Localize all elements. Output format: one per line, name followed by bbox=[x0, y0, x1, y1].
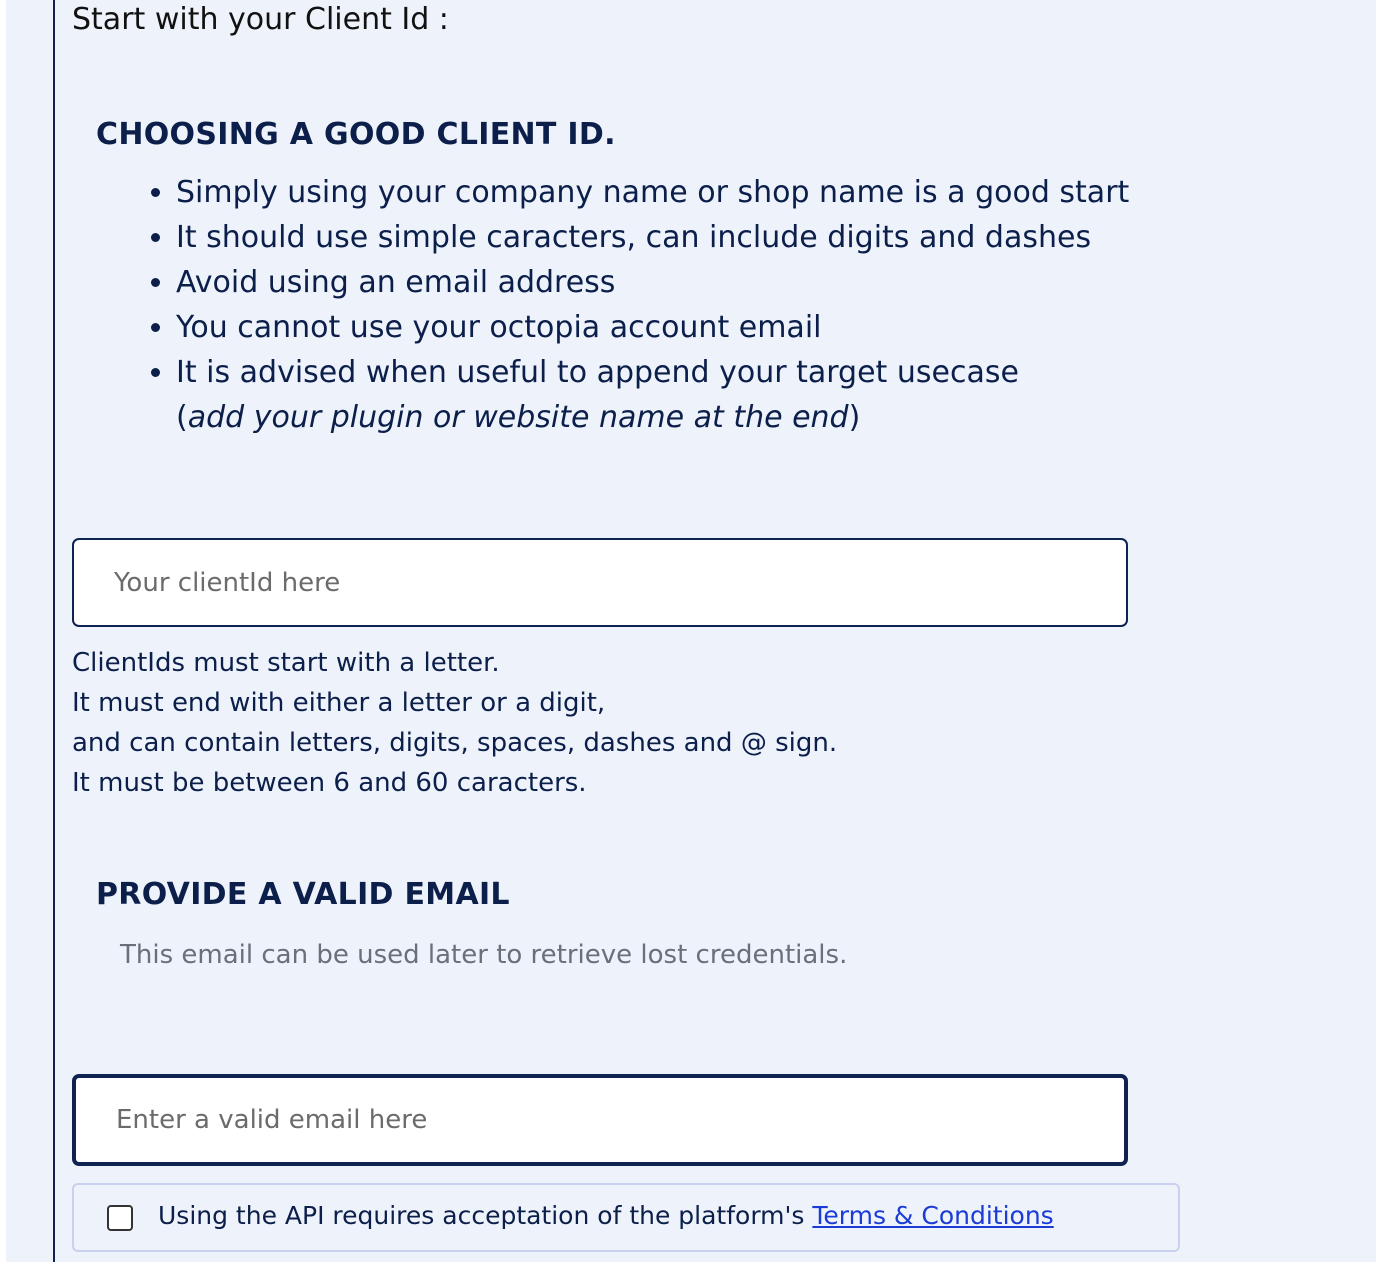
email-input[interactable] bbox=[72, 1074, 1128, 1166]
rule-line: and can contain letters, digits, spaces, dashes and @ sign. bbox=[72, 728, 838, 758]
tip-item: • Avoid using an email address bbox=[176, 260, 1129, 305]
terms-checkbox[interactable] bbox=[107, 1205, 133, 1231]
terms-text: Using the API requires acceptation of the platform's bbox=[158, 1201, 813, 1230]
tip-item: • You cannot use your octopia account email bbox=[176, 305, 1129, 350]
tip-item: • It should use simple caracters, can include digits and dashes bbox=[176, 215, 1129, 260]
tip-item: • Simply using your company name or shop name is a good start bbox=[176, 170, 1129, 215]
rule-line: It must be between 6 and 60 caracters. bbox=[72, 768, 587, 798]
tip-item-text: It is advised when useful to append your target usecase bbox=[176, 355, 1019, 390]
intro-text: Start with your Client Id : bbox=[72, 2, 449, 37]
tip-note: add your plugin or website name at the end bbox=[187, 400, 849, 435]
client-id-section-title: CHOOSING A GOOD CLIENT ID. bbox=[96, 117, 616, 152]
rule-line: ClientIds must start with a letter. bbox=[72, 648, 500, 678]
tip-item bbox=[176, 350, 1129, 440]
terms-acceptance bbox=[72, 1183, 1180, 1252]
left-border bbox=[53, 0, 55, 1262]
tip-note-close: ) bbox=[848, 400, 861, 435]
client-id-rules bbox=[72, 643, 837, 803]
terms-label bbox=[158, 1201, 1054, 1230]
tip-note-open: ( bbox=[176, 400, 188, 435]
client-id-tips-list bbox=[146, 170, 1129, 440]
terms-link[interactable]: Terms & Conditions bbox=[812, 1201, 1054, 1230]
left-gutter bbox=[0, 0, 6, 1262]
email-section-title: PROVIDE A VALID EMAIL bbox=[96, 877, 510, 912]
rule-line: It must end with either a letter or a digit, bbox=[72, 688, 606, 718]
email-help-text: This email can be used later to retrieve lost credentials. bbox=[120, 940, 848, 970]
client-id-input[interactable] bbox=[72, 538, 1128, 627]
